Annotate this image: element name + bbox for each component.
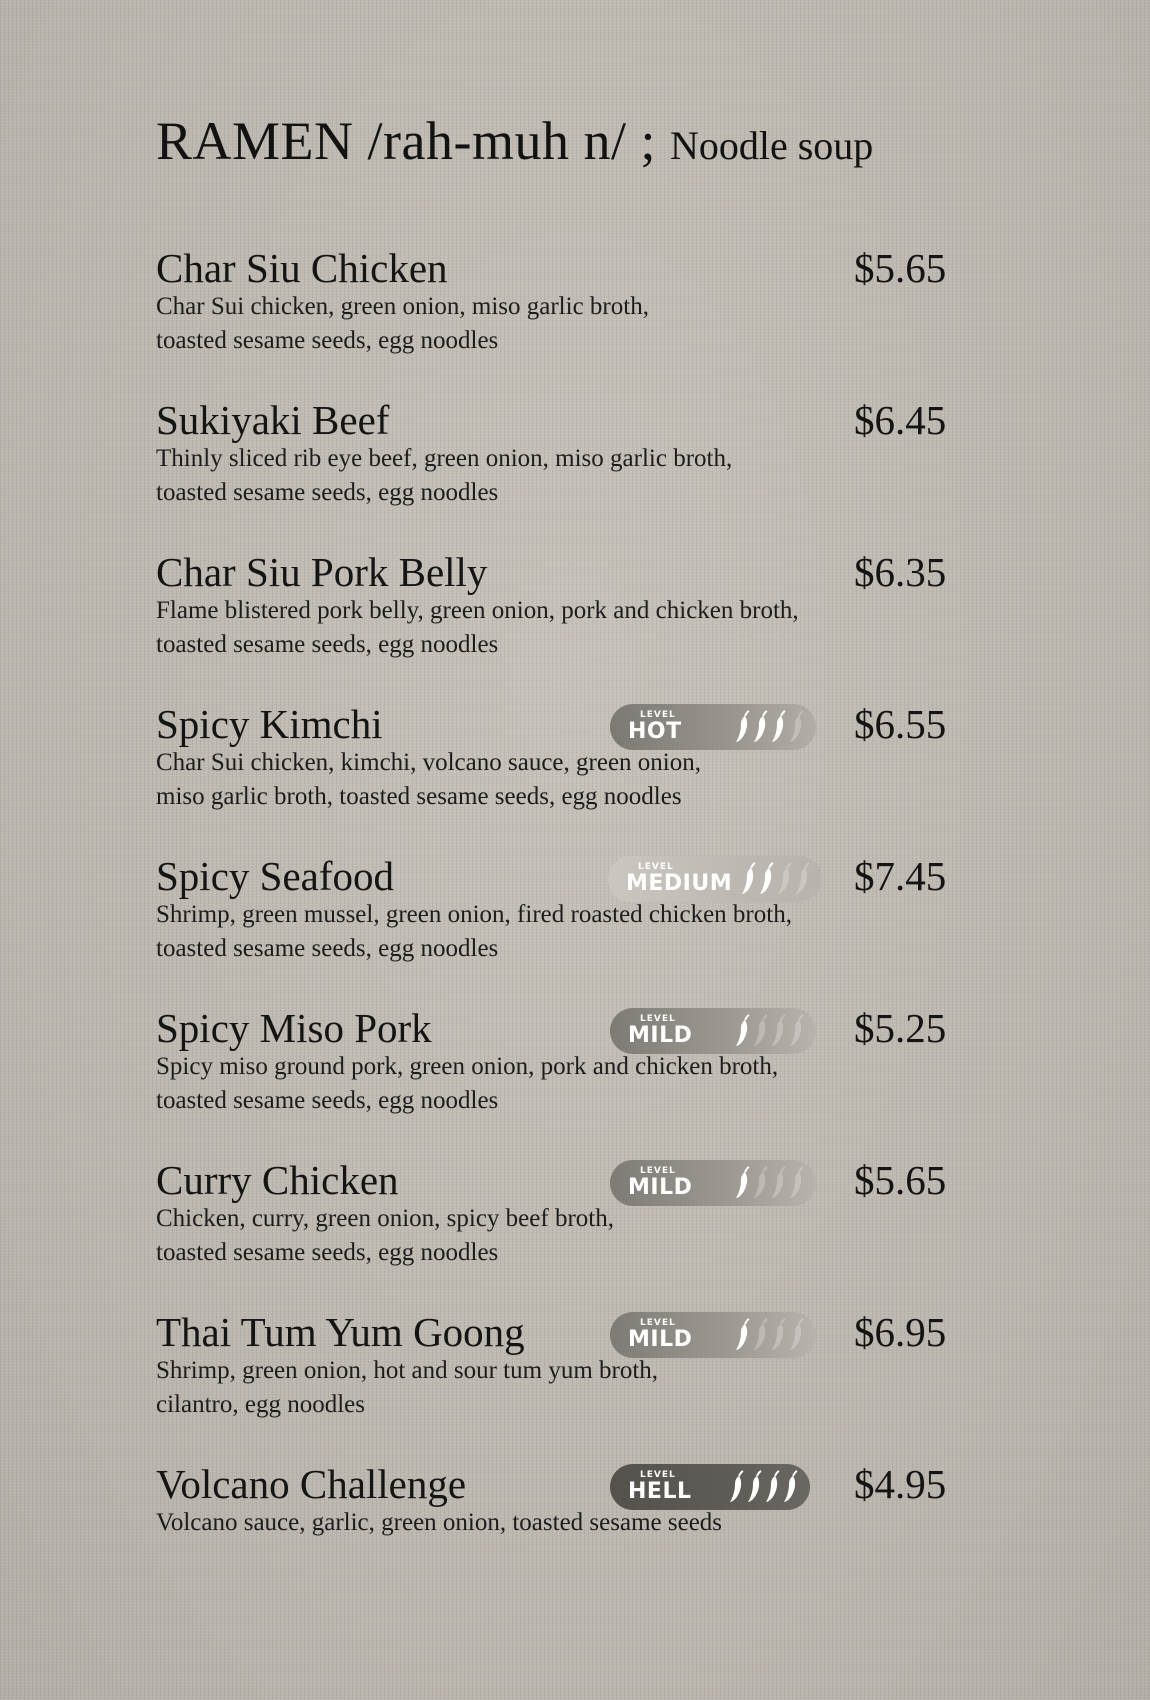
chili-pepper-outline-icon (788, 1014, 804, 1048)
item-price: $6.55 (854, 701, 947, 747)
badge-caption: LEVEL (640, 1166, 676, 1176)
badge-level: HOT (628, 719, 682, 744)
chili-pepper-outline-icon (776, 862, 792, 896)
desc-line: toasted sesame seeds, egg noodles (156, 479, 499, 506)
badge-caption: LEVEL (638, 862, 674, 872)
desc-line: Thinly sliced rib eye beef, green onion, miso garlic broth, (156, 445, 733, 472)
menu-item (156, 1460, 956, 1590)
chili-pepper-icon (734, 1318, 750, 1352)
chili-pepper-outline-icon (752, 1166, 768, 1200)
menu-item (156, 548, 956, 678)
chili-pepper-icon (734, 1166, 750, 1200)
desc-line: Spicy miso ground pork, green onion, pork and chicken broth, (156, 1053, 779, 1080)
chili-pepper-icon (782, 1470, 798, 1504)
spice-level-badge (610, 1464, 810, 1510)
badge-level: MILD (628, 1327, 693, 1352)
item-price: $6.35 (854, 549, 947, 595)
item-price: $5.65 (854, 245, 947, 291)
item-price: $6.95 (854, 1309, 947, 1355)
desc-line: toasted sesame seeds, egg noodles (156, 631, 499, 658)
badge-caption: LEVEL (640, 1014, 676, 1024)
item-description (156, 1354, 936, 1422)
chili-pepper-outline-icon (770, 1318, 786, 1352)
chili-pepper-icon (728, 1470, 744, 1504)
item-name: Spicy Kimchi (156, 701, 383, 747)
chili-pepper-icon (764, 1470, 780, 1504)
item-description (156, 746, 936, 814)
chili-pepper-icon (770, 710, 786, 744)
item-description (156, 290, 936, 358)
menu-item (156, 1004, 956, 1134)
desc-line: cilantro, egg noodles (156, 1391, 365, 1418)
item-name: Thai Tum Yum Goong (156, 1309, 525, 1355)
menu-title (156, 110, 873, 172)
chili-pepper-outline-icon (752, 1014, 768, 1048)
title-subtitle: Noodle soup (669, 123, 874, 168)
item-price: $5.65 (854, 1157, 947, 1203)
menu-item (156, 852, 956, 982)
item-description (156, 1050, 936, 1118)
menu-item (156, 1156, 956, 1286)
spice-level-badge (608, 856, 822, 902)
chili-pepper-outline-icon (788, 1166, 804, 1200)
item-description (156, 1506, 936, 1540)
chili-pepper-icon (734, 1014, 750, 1048)
badge-level: HELL (628, 1479, 692, 1504)
menu-item (156, 244, 956, 374)
spice-level-badge (610, 1312, 816, 1358)
spice-level-badge (610, 1008, 816, 1054)
item-name: Curry Chicken (156, 1157, 399, 1203)
desc-line: Flame blistered pork belly, green onion, pork and chicken broth, (156, 597, 799, 624)
desc-line: Shrimp, green onion, hot and sour tum yum broth, (156, 1357, 659, 1384)
badge-level: MEDIUM (626, 871, 733, 896)
chili-pepper-rating (734, 1014, 804, 1048)
item-description (156, 898, 936, 966)
chili-pepper-outline-icon (788, 1318, 804, 1352)
item-name: Spicy Seafood (156, 853, 394, 899)
chili-pepper-outline-icon (788, 710, 804, 744)
desc-line: Shrimp, green mussel, green onion, fired roasted chicken broth, (156, 901, 792, 928)
desc-line: toasted sesame seeds, egg noodles (156, 327, 499, 354)
chili-pepper-rating (728, 1470, 798, 1504)
badge-caption: LEVEL (640, 1470, 676, 1480)
chili-pepper-icon (758, 862, 774, 896)
spice-level-badge (610, 704, 816, 750)
badge-caption: LEVEL (640, 1318, 676, 1328)
desc-line: toasted sesame seeds, egg noodles (156, 1239, 499, 1266)
menu-item (156, 1308, 956, 1438)
chili-pepper-icon (752, 710, 768, 744)
menu-item (156, 396, 956, 526)
item-name: Char Siu Chicken (156, 245, 448, 291)
badge-level: MILD (628, 1023, 693, 1048)
desc-line: toasted sesame seeds, egg noodles (156, 935, 499, 962)
chili-pepper-icon (746, 1470, 762, 1504)
item-name: Sukiyaki Beef (156, 397, 390, 443)
badge-caption: LEVEL (640, 710, 676, 720)
chili-pepper-icon (740, 862, 756, 896)
item-price: $4.95 (854, 1461, 947, 1507)
item-price: $7.45 (854, 853, 947, 899)
item-price: $5.25 (854, 1005, 947, 1051)
chili-pepper-outline-icon (794, 862, 810, 896)
badge-level: MILD (628, 1175, 693, 1200)
desc-line: Char Sui chicken, kimchi, volcano sauce, green onion, (156, 749, 701, 776)
menu-item (156, 700, 956, 830)
desc-line: Volcano sauce, garlic, green onion, toasted sesame seeds (156, 1509, 723, 1536)
item-description (156, 1202, 936, 1270)
title-main: RAMEN /rah-muh n/ ; (156, 111, 656, 171)
desc-line: toasted sesame seeds, egg noodles (156, 1087, 499, 1114)
desc-line: Char Sui chicken, green onion, miso garlic broth, (156, 293, 649, 320)
item-name: Spicy Miso Pork (156, 1005, 432, 1051)
desc-line: Chicken, curry, green onion, spicy beef broth, (156, 1205, 614, 1232)
chili-pepper-outline-icon (770, 1014, 786, 1048)
chili-pepper-rating (734, 1166, 804, 1200)
chili-pepper-rating (734, 1318, 804, 1352)
item-description (156, 594, 936, 662)
item-name: Char Siu Pork Belly (156, 549, 488, 595)
chili-pepper-outline-icon (770, 1166, 786, 1200)
item-name: Volcano Challenge (156, 1461, 467, 1507)
chili-pepper-rating (740, 862, 810, 896)
item-price: $6.45 (854, 397, 947, 443)
spice-level-badge (610, 1160, 816, 1206)
chili-pepper-outline-icon (752, 1318, 768, 1352)
chili-pepper-rating (734, 710, 804, 744)
desc-line: miso garlic broth, toasted sesame seeds, egg noodles (156, 783, 682, 810)
chili-pepper-icon (734, 710, 750, 744)
item-description (156, 442, 936, 510)
